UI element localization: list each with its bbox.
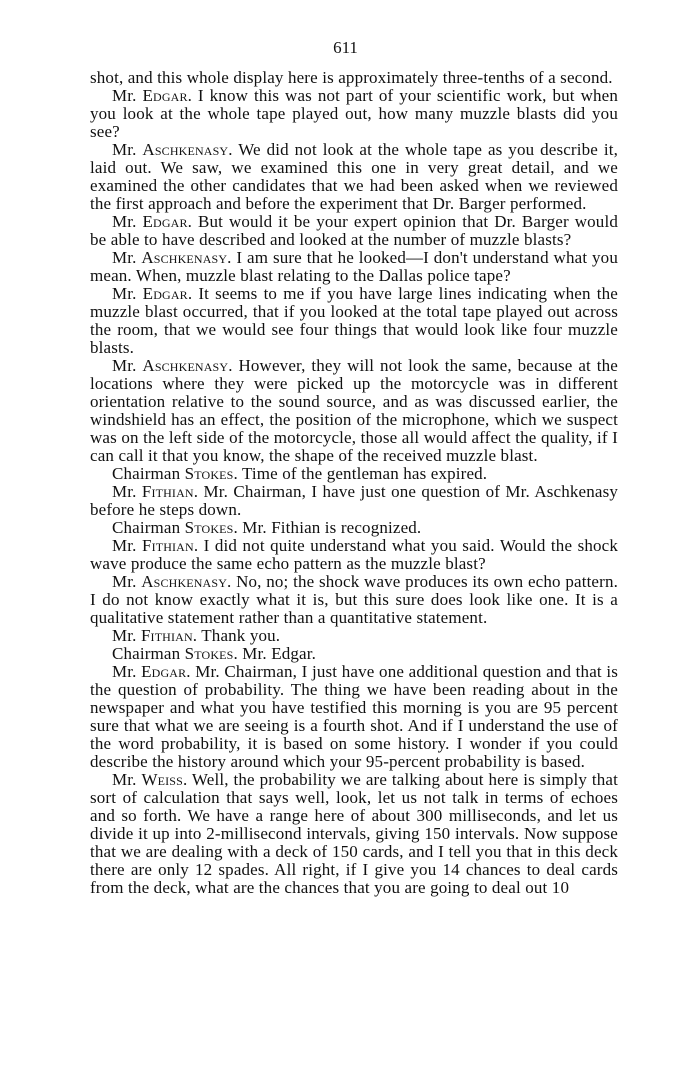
testimony-paragraph [90, 285, 618, 357]
paragraph-text: . But would it be your expert opinion that Dr. Barger would be able to have described and looked at the number of muzzle blasts? [90, 212, 618, 249]
speaker-title: Mr. [112, 482, 142, 501]
document-body [90, 69, 618, 897]
speaker-name: Fithian [141, 482, 194, 501]
speaker-title: Chairman [112, 464, 185, 483]
speaker-title: Chairman [112, 518, 185, 537]
paragraph-text: . We did not look at the whole tape as you describe it, laid out. We saw, we examined this one in very great detail, and we examined the other candidates that we had been asked when we reviewed the first approach and before the experiment that Dr. Barger performed. [90, 140, 618, 213]
paragraph-text: . Mr. Chairman, I have just one question of Mr. Aschkenasy before he steps down. [90, 482, 618, 519]
testimony-paragraph [90, 357, 618, 465]
page-number: 611 [333, 38, 358, 57]
testimony-paragraph [90, 87, 618, 141]
paragraph-text: . However, they will not look the same, because at the locations where they were picked up the motorcycle was in different orientation relative to the sound source, and as was discussed earlier, the windshield has an effect, the position of the microphone, which we suspect was on the left side of the motorcycle, those all would affect the quality, if I can call it that you know, the shape of the received muzzle blast. [90, 356, 618, 465]
speaker-name: Fithian [141, 536, 194, 555]
paragraph-text: . I did not quite understand what you said. Would the shock wave produce the same echo pattern as the muzzle blast? [90, 536, 618, 573]
paragraph-text: . Time of the gentleman has expired. [233, 464, 488, 483]
speaker-name: Edgar [142, 212, 188, 231]
speaker-title: Mr. [112, 572, 142, 591]
testimony-paragraph [90, 771, 618, 897]
speaker-name: Aschkenasy [141, 572, 228, 591]
speaker-name: Weiss [141, 770, 183, 789]
speaker-title: Mr. [112, 662, 142, 681]
speaker-title: Mr. [112, 212, 143, 231]
testimony-paragraph [90, 519, 618, 537]
testimony-paragraph [90, 465, 618, 483]
testimony-paragraph [90, 663, 618, 771]
paragraph-text: . Mr. Edgar. [233, 644, 316, 663]
speaker-title: Mr. [112, 140, 143, 159]
testimony-paragraph [90, 627, 618, 645]
speaker-name: Stokes [184, 464, 234, 483]
testimony-paragraph [90, 483, 618, 519]
speaker-title: Mr. [112, 626, 141, 645]
paragraph-text: . It seems to me if you have large lines indicating when the muzzle blast occurred, that if you looked at the total tape played out across the room, that we would see four things that would look like four muzzle blasts. [90, 284, 618, 357]
paragraph-text: . Well, the probability we are talking about here is simply that sort of calculation that says well, look, let us not talk in terms of echoes and so forth. We have a range here of about 300 milliseconds, and let us divide it up into 2-millisecond intervals, giving 150 intervals. Now suppose that we are dealing with a deck of 150 cards, and I tell you that in this deck there are only 12 spades. All right, if I give you 14 chances to deal cards from the deck, what are the chances that you are going to deal out 10 [90, 770, 618, 897]
paragraph-continuation [90, 69, 618, 87]
speaker-title: Chairman [112, 644, 185, 663]
paragraph-text: . I am sure that he looked—I don't understand what you mean. When, muzzle blast relating to the Dallas police tape? [90, 248, 618, 285]
speaker-title: Mr. [112, 356, 143, 375]
paragraph-text: . Mr. Chairman, I just have one additional question and that is the question of probability. The thing we have been reading about in the newspaper and what you have testified this morning is you are 95 percent sure that what we are seeing is a fourth shot. And if I understand the use of the word probability, it is based on some history. I wonder if you could describe the history around which your 95-percent probability is based. [90, 662, 618, 771]
paragraph-text: shot, and this whole display here is approximately three-tenths of a second. [90, 68, 613, 87]
testimony-paragraph [90, 573, 618, 627]
speaker-name: Stokes [184, 644, 234, 663]
testimony-paragraph [90, 537, 618, 573]
speaker-title: Mr. [112, 770, 142, 789]
speaker-name: Stokes [184, 518, 234, 537]
paragraph-text: . No, no; the shock wave produces its own echo pattern. I do not know exactly what it is, but this sure does look like one. It is a qualitative statement rather than a quantitative statement. [90, 572, 618, 627]
speaker-name: Edgar [142, 86, 188, 105]
testimony-paragraph [90, 213, 618, 249]
speaker-name: Edgar [142, 284, 188, 303]
speaker-title: Mr. [112, 284, 143, 303]
testimony-paragraph [90, 645, 618, 663]
paragraph-text: . Mr. Fithian is recognized. [233, 518, 422, 537]
speaker-name: Aschkenasy [142, 356, 229, 375]
speaker-name: Aschkenasy [142, 140, 229, 159]
paragraph-text: . I know this was not part of your scientific work, but when you look at the whole tape played out, how many muzzle blasts did you see? [90, 86, 618, 141]
testimony-paragraph [90, 249, 618, 285]
speaker-title: Mr. [112, 536, 142, 555]
speaker-title: Mr. [112, 248, 142, 267]
speaker-name: Aschkenasy [141, 248, 228, 267]
paragraph-text: . Thank you. [192, 626, 281, 645]
speaker-name: Edgar [141, 662, 187, 681]
testimony-paragraph [90, 141, 618, 213]
speaker-name: Fithian [140, 626, 193, 645]
speaker-title: Mr. [112, 86, 143, 105]
